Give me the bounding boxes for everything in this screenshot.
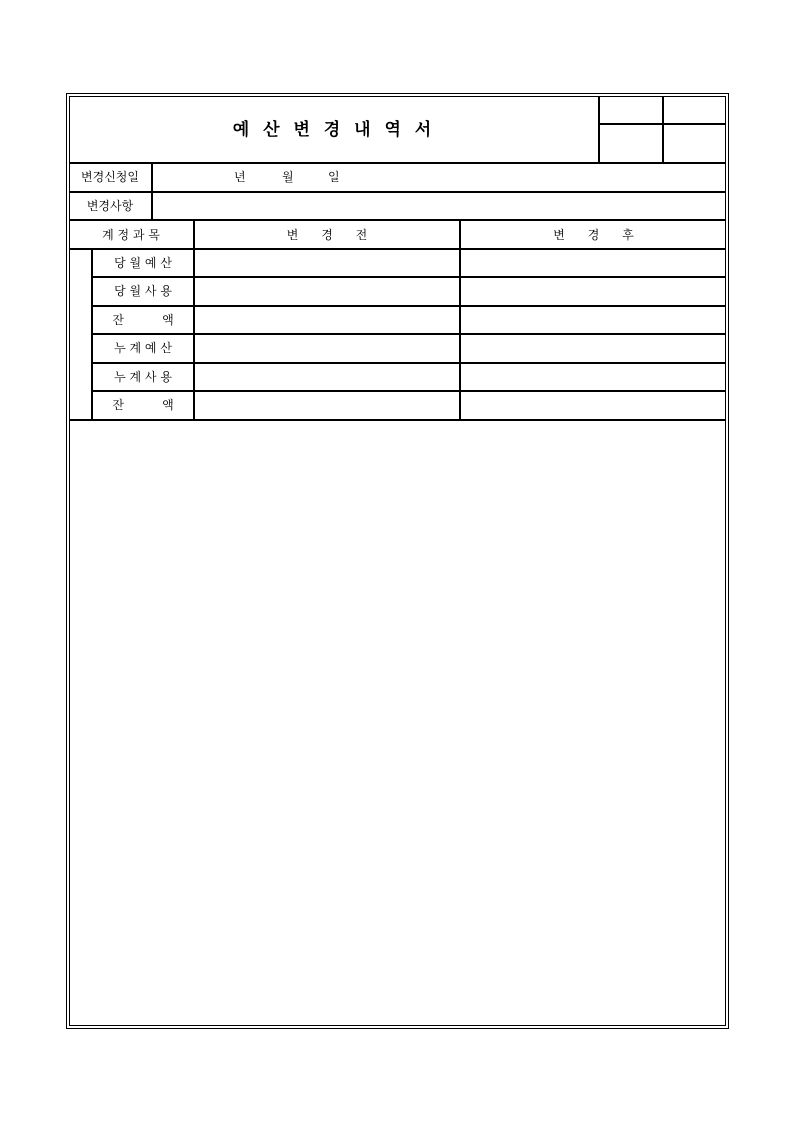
account-column-divider: [193, 219, 195, 420]
date-month: 월: [282, 170, 294, 184]
row-label-monthly-budget: 당 월 예 산: [114, 256, 172, 270]
row-label-balance: 잔 액: [112, 313, 174, 327]
after-cell-cumulative-budget[interactable]: [462, 335, 725, 361]
before-cell-monthly-usage[interactable]: [196, 278, 458, 304]
request-date-field[interactable]: [153, 164, 725, 190]
approval-divider-mid: [662, 96, 664, 162]
date-day: 일: [328, 170, 340, 184]
row-label-cumulative-budget: 누 계 예 산: [114, 341, 172, 355]
after-cell-monthly-budget[interactable]: [462, 250, 725, 276]
after-cell-cumulative-usage[interactable]: [462, 364, 725, 390]
row-label-monthly-usage: 당 월 사 용: [114, 284, 172, 298]
after-cell-cumulative-balance[interactable]: [462, 392, 725, 418]
after-header: 변 경 후: [553, 228, 634, 242]
change-item-label: 변경사항: [86, 199, 134, 213]
request-date-label: 변경신청일: [81, 170, 139, 184]
before-after-divider: [459, 219, 461, 420]
before-cell-balance[interactable]: [196, 307, 458, 333]
after-cell-balance[interactable]: [462, 307, 725, 333]
before-cell-cumulative-usage[interactable]: [196, 364, 458, 390]
after-cell-monthly-usage[interactable]: [462, 278, 725, 304]
change-item-field[interactable]: [153, 193, 725, 219]
approval-row-divider: [599, 123, 726, 125]
form-title: 예 산 변 경 내 역 서: [232, 120, 436, 140]
before-header: 변 경 전: [286, 228, 368, 242]
date-year: 년: [234, 170, 246, 184]
row-label-cumulative-balance: 잔 액: [112, 398, 174, 412]
row-label-cumulative-usage: 누 계 사 용: [114, 370, 172, 384]
details-body-area[interactable]: [71, 422, 725, 1024]
before-cell-monthly-budget[interactable]: [196, 250, 458, 276]
before-cell-cumulative-budget[interactable]: [196, 335, 458, 361]
line-table-bottom: [69, 419, 726, 421]
approval-divider-left: [598, 96, 600, 162]
account-header: 계 정 과 목: [102, 228, 160, 242]
before-cell-cumulative-balance[interactable]: [196, 392, 458, 418]
